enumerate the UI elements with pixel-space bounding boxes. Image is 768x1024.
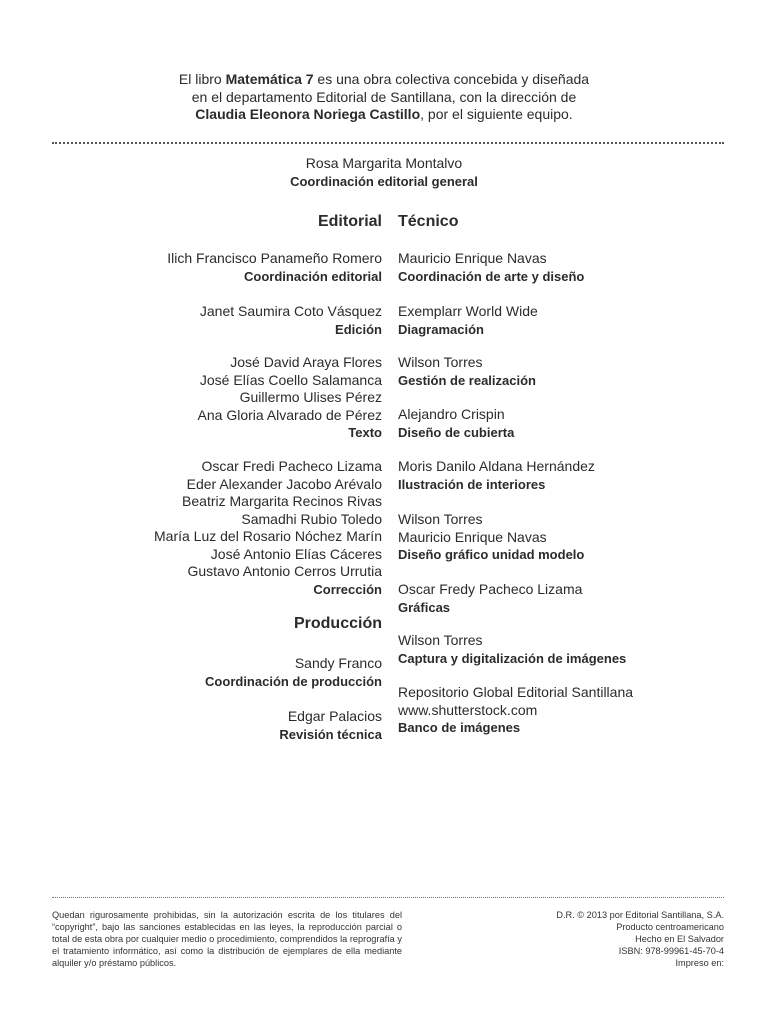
credit-name: Oscar Fredy Pacheco Lizama xyxy=(398,581,583,597)
credit-block xyxy=(398,406,514,441)
book-title: Matemática 7 xyxy=(225,71,314,87)
director-name: Claudia Eleonora Noriega Castillo xyxy=(195,106,421,122)
credit-name: Guillermo Ulises Pérez xyxy=(239,389,382,405)
credit-role: Ilustración de interiores xyxy=(398,476,546,492)
credit-block xyxy=(154,458,382,598)
isbn-line: ISBN: 978-99961-45-70-4 xyxy=(618,946,724,956)
credit-block xyxy=(398,511,584,564)
credit-role: Corrección xyxy=(313,581,382,597)
imprint-info xyxy=(556,909,724,969)
credit-name: José Elías Coello Salamanca xyxy=(199,371,382,388)
intro-line-2: en el departamento Editorial de Santillana, con la dirección de xyxy=(191,88,577,105)
intro-text: es una obra colectiva concebida y diseñada xyxy=(313,71,590,87)
credit-role: Coordinación de arte y diseño xyxy=(398,268,585,284)
heading-produccion: Producción xyxy=(293,615,382,632)
credit-role: Texto xyxy=(348,425,382,440)
credit-name: Exemplarr World Wide xyxy=(398,303,538,319)
credit-name: Sandy Franco xyxy=(294,655,382,671)
intro-text: , por el siguiente equipo. xyxy=(420,106,573,122)
intro-paragraph xyxy=(0,71,768,124)
credit-name: Oscar Fredi Pacheco Lizama xyxy=(201,458,382,474)
credit-name: Beatriz Margarita Recinos Rivas xyxy=(182,493,382,509)
copyright-line: D.R. © 2013 por Editorial Santillana, S.A. xyxy=(556,910,724,920)
credit-block xyxy=(398,581,582,616)
credit-name: Wilson Torres xyxy=(398,632,483,648)
credit-block xyxy=(398,303,538,338)
credit-name: María Luz del Rosario Nóchez Marín xyxy=(154,528,382,544)
legal-notice: Quedan rigurosamente prohibidas, sin la autorización escrita de los titulares del “copyright”, bajo las sanciones establecidas en las leyes, la reproducción parcial o total de esta obra por cualquier medio o procedimiento, comprendidos la reprografía y el tratamiento informático, así como la distribución de ejemplares de ella mediante alquiler y/o préstamo públicos. xyxy=(52,910,402,968)
credit-role: Captura y digitalización de imágenes xyxy=(398,650,627,666)
credit-name: Mauricio Enrique Navas xyxy=(398,528,547,545)
credit-block xyxy=(198,354,382,442)
credit-name: Wilson Torres xyxy=(398,511,483,527)
printed-in-line: Impreso en: xyxy=(675,958,724,968)
intro-text: El libro xyxy=(178,71,226,87)
credit-name: Eder Alexander Jacobo Arévalo xyxy=(186,475,382,492)
heading-tecnico: Técnico xyxy=(398,213,459,230)
credit-role: Diseño de cubierta xyxy=(398,424,515,440)
credit-name: José David Araya Flores xyxy=(230,354,382,370)
dotted-divider-bottom xyxy=(52,897,724,898)
credit-role: Coordinación de producción xyxy=(205,673,382,689)
credit-block xyxy=(398,458,595,493)
coordinator-name: Rosa Margarita Montalvo xyxy=(305,155,463,171)
credit-block xyxy=(398,632,626,667)
credit-role: Gestión de realización xyxy=(398,372,536,388)
dotted-divider-top xyxy=(52,142,724,144)
credit-role: Diagramación xyxy=(398,321,484,337)
made-in-line: Hecho en El Salvador xyxy=(635,934,724,944)
credit-name: Samadhi Rubio Toledo xyxy=(241,510,382,527)
credit-name: Mauricio Enrique Navas xyxy=(398,250,547,266)
intro-line-3 xyxy=(0,106,768,124)
credit-role: Edición xyxy=(335,321,382,337)
credit-block xyxy=(398,354,536,389)
credit-block xyxy=(398,250,584,285)
coordinator-role: Coordinación editorial general xyxy=(290,173,478,189)
credit-name: José Antonio Elías Cáceres xyxy=(210,545,382,562)
credit-role: Gráficas xyxy=(398,599,451,615)
credit-role: Diseño gráfico unidad modelo xyxy=(398,547,585,562)
credit-name: Alejandro Crispin xyxy=(398,406,505,422)
credit-name: www.shutterstock.com xyxy=(398,701,538,718)
credit-name: Ana Gloria Alvarado de Pérez xyxy=(197,406,382,423)
credit-block xyxy=(205,655,382,690)
intro-line-1 xyxy=(0,71,768,89)
credit-role: Banco de imágenes xyxy=(398,720,521,735)
credit-name: Wilson Torres xyxy=(398,354,483,370)
credit-name: Edgar Palacios xyxy=(287,708,382,724)
credit-name: Gustavo Antonio Cerros Urrutia xyxy=(187,563,382,579)
origin-line: Producto centroamericano xyxy=(616,922,724,932)
credit-name: Moris Danilo Aldana Hernández xyxy=(398,458,595,474)
credit-block xyxy=(167,250,382,285)
credit-block xyxy=(279,708,382,743)
credit-role: Coordinación editorial xyxy=(244,268,382,284)
heading-editorial: Editorial xyxy=(317,213,382,230)
credit-name: Ilich Francisco Panameño Romero xyxy=(167,250,382,266)
credit-block xyxy=(200,303,382,338)
credit-name: Repositorio Global Editorial Santillana xyxy=(398,684,634,700)
credit-name: Janet Saumira Coto Vásquez xyxy=(199,303,382,319)
credit-block xyxy=(398,684,633,737)
general-coordination xyxy=(0,155,768,190)
credit-role: Revisión técnica xyxy=(279,726,382,742)
